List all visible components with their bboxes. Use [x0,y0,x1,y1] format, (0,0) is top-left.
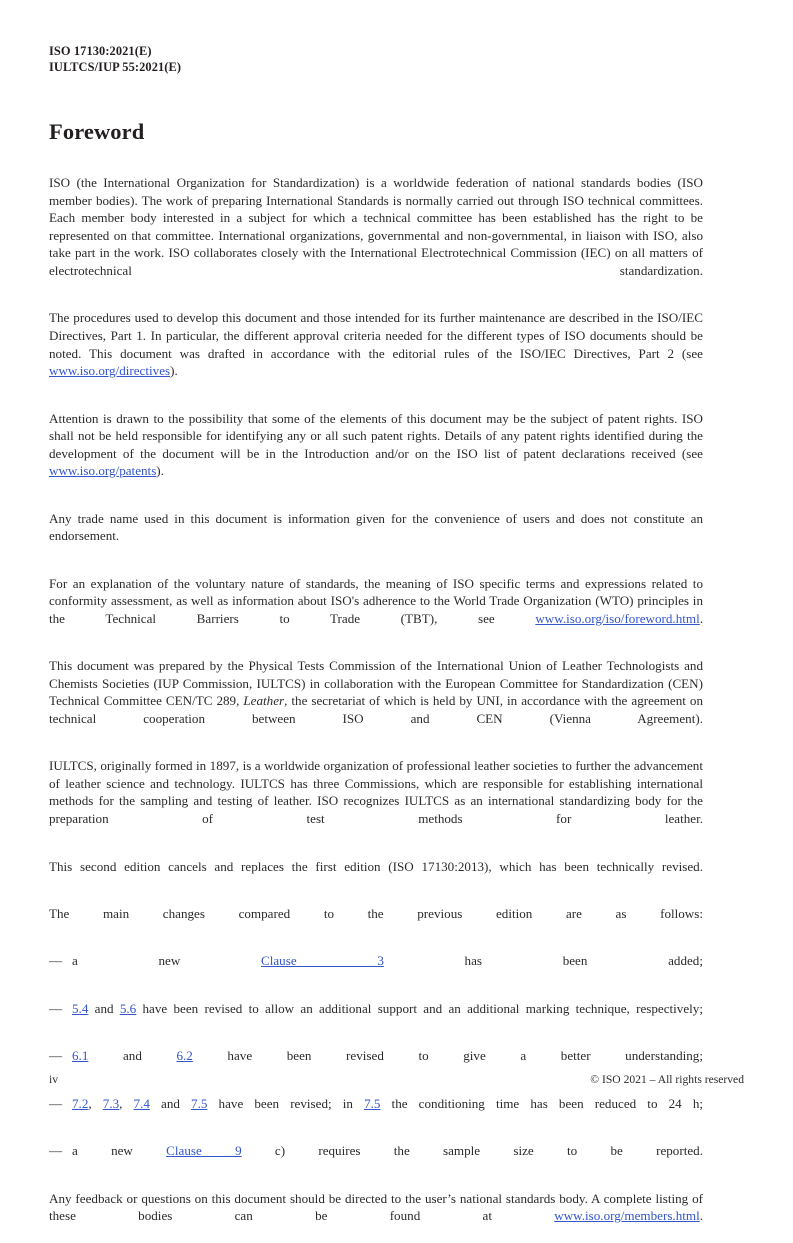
hyperlink[interactable]: www.iso.org/members.html [554,1208,700,1224]
copyright-notice: © ISO 2021 – All rights reserved [590,1073,744,1086]
text-run: a new [72,1143,167,1159]
list-marker: — [49,953,63,969]
text-run: IULTCS, originally formed in 1897, is a worldwide organization of professional leather societies to further the advancement of leather science and technology. IULTCS has three Commissions, which are responsible for establishing international methods for the sampling and testing of leather. ISO recognizes IULTCS as an international standardizing body for the preparation of test methods for leather. [49,758,703,827]
text-run: ). [170,363,178,379]
hyperlink[interactable]: 7.2 [72,1095,89,1111]
text-run: . [699,610,703,626]
text-run: and [88,1048,177,1064]
page-footer [49,1072,744,1088]
text-run: have been revised; in [207,1095,365,1111]
text-run: For an explanation of the voluntary nature of standards, the meaning of ISO specific terms and expressions related to conformity assessment, as well as information about ISO's adherence to the World Trade Organization (WTO) principles in the Technical Barriers to Trade (TBT), see [49,575,703,626]
para-patent-rights [49,410,703,498]
change-clause-3 [49,952,703,987]
page-content [49,44,703,1243]
hyperlink[interactable]: 7.5 [364,1095,381,1111]
hyperlink[interactable]: www.iso.org/directives [49,363,171,379]
change-5-4-5-6 [49,1000,703,1035]
text-run: and [88,1000,120,1016]
text-run: have been revised to allow an additional support and an additional marking technique, respectively; [136,1000,703,1016]
list-marker: — [49,1000,63,1016]
document-header-line-2: IULTCS/IUP 55:2021(E) [49,59,182,74]
para-iso-description [49,174,703,297]
hyperlink[interactable]: Clause 9 [166,1143,242,1159]
list-marker: — [49,1048,63,1064]
text-run: ISO (the International Organization for Standardization) is a worldwide federation of national standards bodies (ISO member bodies). The work of preparing International Standards is normally carried out through ISO technical committees. Each member body interested in a subject for which a technical committee has been established has the right to be represented on that committee. International organizations, governmental and non-governmental, in liaison with ISO, also take part in the work. ISO collaborates closely with the International Electrotechnical Commission (IEC) on all matters of electrotechnical standardization. [49,175,703,278]
para-second-edition [49,858,703,893]
closing-paragraph-container [49,1190,703,1243]
hyperlink[interactable]: 5.4 [72,1000,89,1016]
text-run: and [149,1095,192,1111]
hyperlink[interactable]: www.iso.org/iso/foreword.html [535,610,700,626]
para-feedback [49,1190,703,1243]
para-main-changes-intro [49,905,703,940]
text-run: The main changes compared to the previous edition are as follows: [49,906,703,921]
text-run: . [699,1208,703,1224]
text-run: Any feedback or questions on this document should be directed to the user’s national standards body. A complete listing of these bodies can be found at [49,1190,703,1224]
hyperlink[interactable]: 5.6 [119,1000,137,1016]
hyperlink[interactable]: 7.3 [102,1095,120,1111]
page-title: Foreword [49,119,145,145]
page-number: iv [49,1073,59,1086]
document-header-line-1: ISO 17130:2021(E) [49,44,152,58]
text-run: Any trade name used in this document is information given for the convenience of users and does not constitute an endorsement. [49,510,703,544]
text-run: The procedures used to develop this document and those intended for its further maintenance are described in the ISO/IEC Directives, Part 1. In particular, the different approval criteria needed for the different types of ISO documents should be noted. This document was drafted in accordance with the editorial rules of the ISO/IEC Directives, Part 2 (see [49,310,703,361]
change-clause-9 [49,1142,703,1177]
para-procedures [49,309,703,397]
text-run: , [88,1095,103,1111]
para-prepared-by [49,657,703,745]
para-trade-name [49,510,703,563]
hyperlink[interactable]: 7.4 [133,1095,150,1111]
text-run: have been revised to give a better understanding; [192,1048,703,1064]
para-iultcs-history [49,757,703,845]
text-run: has been added; [383,953,703,969]
text-run: , the secretariat of which is held by UNI, in accordance with the agreement on technical cooperation between ISO and CEN (Vienna Agreement). [49,693,703,726]
text-run: ). [156,463,164,479]
text-run: a new [72,953,261,969]
para-voluntary-nature [49,575,703,645]
text-run: This second edition cancels and replaces the first edition (ISO 17130:2013), which has been technically revised. [49,858,703,874]
hyperlink[interactable]: 7.5 [191,1095,208,1111]
list-marker: — [49,1143,63,1159]
hyperlink[interactable]: 6.1 [72,1048,89,1064]
text-run: Attention is drawn to the possibility that some of the elements of this document may be the subject of patent rights. ISO shall not be held responsible for identifying any or all such patent rights. Details of any patent rights identified during the development of the document will be in the Introduction and/or on the ISO list of patent declarations received (see [49,410,703,461]
list-marker: — [49,1095,63,1111]
document-header [49,44,703,75]
change-7-2-7-5 [49,1095,703,1130]
paragraph-container [49,174,703,940]
change-list [49,952,703,1177]
hyperlink[interactable]: 6.2 [176,1048,193,1064]
hyperlink[interactable]: www.iso.org/patents [49,463,157,479]
hyperlink[interactable]: Clause 3 [261,953,384,969]
text-run: This document was prepared by the Physical Tests Commission of the International Union of Leather Technologists and Chemists Societies (IUP Commission, IULTCS) in collaboration with the European Committee for Standardization (CEN) Technical Committee CEN/TC 289, [49,658,703,709]
text-run: , [119,1095,134,1111]
text-run: c) requires the sample size to be reported. [241,1143,703,1159]
emphasis-text: Leather [243,693,285,709]
text-run: the conditioning time has been reduced to 24 h; [380,1095,703,1111]
